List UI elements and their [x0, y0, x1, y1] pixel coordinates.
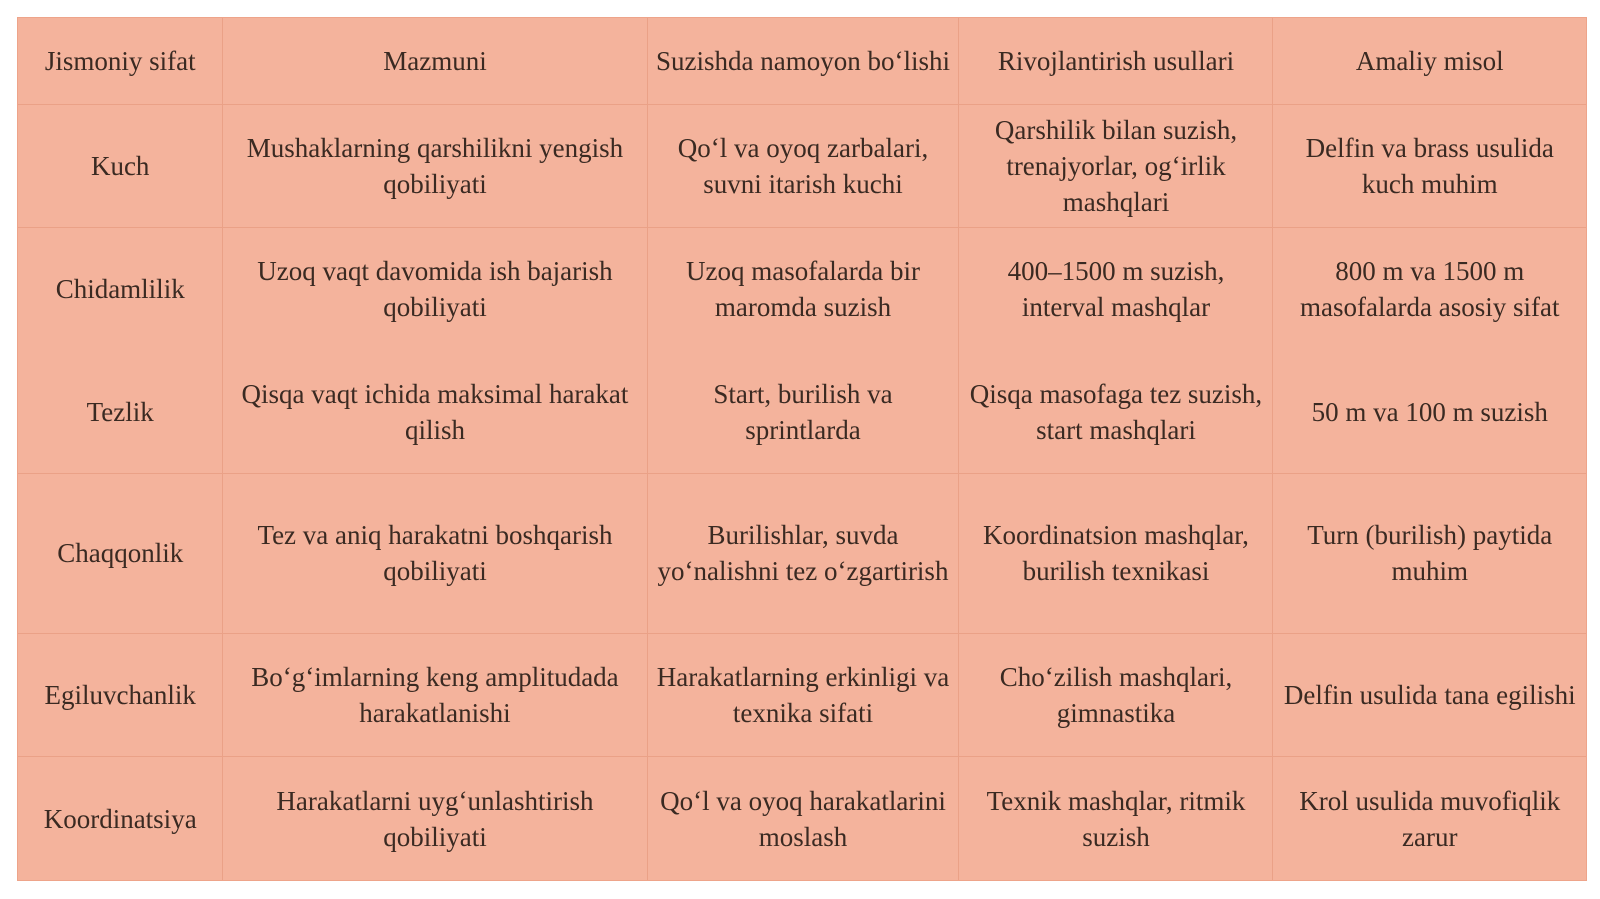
table-row: [18, 633, 1586, 756]
cell-manifestation: Burilishlar, suvda yo‘nalishni tez o‘zgartirish: [647, 473, 959, 633]
physical-qualities-table: [18, 18, 1586, 880]
table-row: [18, 104, 1586, 227]
cell-quality: Egiluvchanlik: [18, 633, 223, 756]
cell-content: Bo‘g‘imlarning keng amplitudada harakatlanishi: [223, 633, 647, 756]
cell-example: Turn (burilish) paytida muhim: [1273, 473, 1586, 633]
cell-example: Delfin usulida tana egilishi: [1273, 633, 1586, 756]
header-row: [18, 18, 1586, 104]
cell-content: Harakatlarni uyg‘unlashtirish qobiliyati: [223, 757, 647, 880]
header-methods: Rivojlantirish usullari: [959, 18, 1273, 104]
cell-example: Krol usulida muvofiqlik zarur: [1273, 757, 1586, 880]
table-row: [18, 757, 1586, 880]
cell-quality: Chaqqonlik: [18, 473, 223, 633]
cell-quality: Koordinatsiya: [18, 757, 223, 880]
cell-example: 800 m va 1500 m masofalarda asosiy sifat: [1273, 227, 1586, 350]
header-manifestation: Suzishda namoyon bo‘lishi: [647, 18, 959, 104]
table-row: [18, 473, 1586, 633]
cell-content: Qisqa vaqt ichida maksimal harakat qilish: [223, 351, 647, 473]
cell-manifestation: Qo‘l va oyoq harakatlarini moslash: [647, 757, 959, 880]
cell-example: Delfin va brass usulida kuch muhim: [1273, 104, 1586, 227]
cell-content: Tez va aniq harakatni boshqarish qobiliyati: [223, 473, 647, 633]
cell-manifestation: Start, burilish va sprintlarda: [647, 351, 959, 473]
cell-methods: Qarshilik bilan suzish, trenajyorlar, og‘irlik mashqlari: [959, 104, 1273, 227]
cell-manifestation: Qo‘l va oyoq zarbalari, suvni itarish kuchi: [647, 104, 959, 227]
header-quality: Jismoniy sifat: [44, 45, 196, 76]
cell-example: 50 m va 100 m suzish: [1273, 351, 1586, 473]
qualities-table-container: [17, 17, 1587, 881]
cell-methods: 400–1500 m suzish, interval mashqlar: [959, 227, 1273, 350]
cell-quality: Tezlik: [86, 396, 154, 427]
cell-manifestation: Uzoq masofalarda bir maromda suzish: [647, 227, 959, 350]
cell-manifestation: Harakatlarning erkinligi va texnika sifati: [647, 633, 959, 756]
header-content: Mazmuni: [223, 18, 647, 104]
cell-methods: Koordinatsion mashqlar, burilish texnikasi: [959, 473, 1273, 633]
table-row: [18, 351, 1586, 473]
header-example: Amaliy misol: [1273, 18, 1586, 104]
cell-content: Uzoq vaqt davomida ish bajarish qobiliyati: [223, 227, 647, 350]
cell-quality: Kuch: [18, 104, 223, 227]
cell-methods: Cho‘zilish mashqlari, gimnastika: [959, 633, 1273, 756]
table-row: [18, 227, 1586, 350]
cell-methods: Qisqa masofaga tez suzish, start mashqlari: [959, 351, 1273, 473]
cell-quality: Chidamlilik: [18, 227, 223, 350]
cell-methods: Texnik mashqlar, ritmik suzish: [959, 757, 1273, 880]
cell-content: Mushaklarning qarshilikni yengish qobiliyati: [223, 104, 647, 227]
